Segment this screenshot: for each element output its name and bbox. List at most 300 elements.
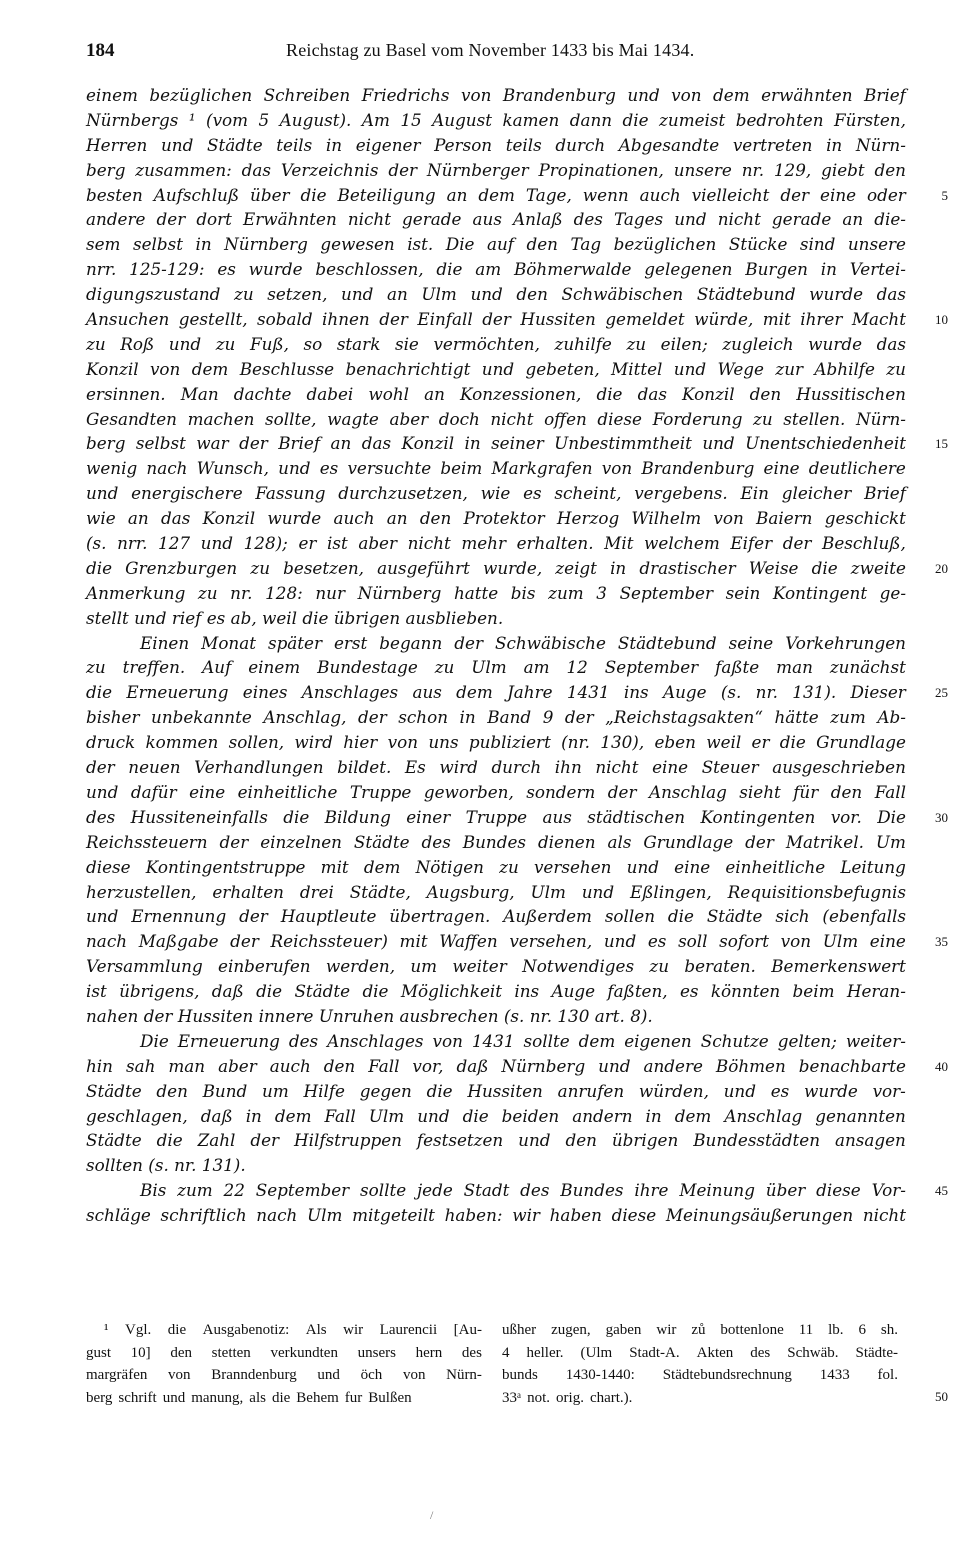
word: bunds <box>502 1367 538 1383</box>
text-line <box>86 657 906 682</box>
word: zugleich <box>722 333 794 354</box>
word: und <box>603 931 637 952</box>
word: der <box>86 757 115 778</box>
word: Böhmen <box>715 1055 786 1076</box>
word: zusammen: <box>135 159 232 180</box>
word: 9 <box>542 707 554 728</box>
word: die <box>426 1080 453 1101</box>
word: Bulßen <box>368 1389 412 1406</box>
word: einheitliche <box>237 781 338 802</box>
word: setzen, <box>267 284 328 305</box>
word: 128: <box>265 582 303 603</box>
word: zu <box>434 657 455 678</box>
word: und <box>168 333 202 354</box>
word: fur <box>344 1389 363 1406</box>
word: ist <box>326 533 348 554</box>
word: dachte <box>233 383 292 404</box>
word: schrift <box>118 1389 157 1406</box>
text-line <box>86 931 906 956</box>
word: 10] <box>130 1344 151 1361</box>
word: Kontingentstruppe <box>145 856 306 877</box>
word: Truppe <box>465 806 528 827</box>
word: digungszustand <box>86 284 221 305</box>
word: 131). <box>792 682 837 703</box>
word: zu <box>886 358 906 379</box>
word: des <box>461 1344 482 1361</box>
word: mit <box>320 856 349 877</box>
word: (Ulm <box>580 1344 613 1361</box>
word: öch <box>360 1367 383 1383</box>
word: die <box>283 806 310 827</box>
word: Städtebundsrechnung <box>662 1367 792 1383</box>
footnote-line <box>502 1322 898 1345</box>
word: andere <box>86 209 146 230</box>
word: Anschlag, <box>263 707 347 728</box>
word: zu <box>250 557 271 578</box>
word: in <box>610 557 627 578</box>
word: dem <box>478 184 515 205</box>
word: erhalten <box>212 881 284 902</box>
word: und <box>702 433 735 454</box>
word: durch <box>491 757 542 778</box>
word: Forderung <box>652 408 743 429</box>
word: Fassung <box>255 483 326 504</box>
word: hier <box>343 732 378 753</box>
word: wohl <box>368 383 410 404</box>
word: innere <box>258 1005 319 1026</box>
word: daß <box>211 981 244 1002</box>
word: (s. <box>503 1005 530 1026</box>
word: man <box>168 1055 206 1076</box>
word: bis <box>510 582 536 603</box>
word: schläge <box>86 1205 151 1226</box>
word: festsetzen <box>416 1130 504 1151</box>
word: August <box>432 109 492 130</box>
word: die <box>302 607 334 628</box>
word: Erwähnten <box>243 209 337 230</box>
word: besetzen, <box>283 557 365 578</box>
footnote-column-left <box>86 1322 482 1412</box>
word: Hussiten <box>467 1080 543 1101</box>
word: genannten <box>815 1105 906 1126</box>
text-line <box>86 409 906 434</box>
word: Vorkehrungen <box>785 632 906 653</box>
word: durchzusetzen, <box>338 483 468 504</box>
word: des <box>288 1030 319 1051</box>
word: gust <box>86 1344 112 1361</box>
word: anrufen <box>557 1080 625 1101</box>
word: 4 <box>502 1344 510 1361</box>
word: „Reichstagsakten“ <box>605 707 763 728</box>
word: von <box>149 358 181 379</box>
word: Hilfe <box>303 1080 345 1101</box>
word: zu <box>86 657 106 678</box>
word: Es <box>404 757 426 778</box>
word: Hilfstruppen <box>293 1130 402 1151</box>
word: nach <box>256 1205 298 1226</box>
word: mehr <box>461 533 507 554</box>
word: Man <box>180 383 219 404</box>
word: daß <box>200 1105 233 1126</box>
word: die <box>462 1105 489 1126</box>
word: sieht <box>739 781 781 802</box>
word: an <box>386 284 408 305</box>
word: übrigens, <box>119 981 200 1002</box>
word: Nürnberger <box>426 159 529 180</box>
word: Ulm <box>822 931 859 952</box>
word: nach <box>146 458 188 479</box>
word: und <box>518 1130 551 1151</box>
word: unbekannte <box>151 707 252 728</box>
word: nicht <box>490 408 534 429</box>
word: die <box>362 981 389 1002</box>
word: Markgrafen <box>491 458 593 479</box>
line-number: 30 <box>935 809 948 825</box>
word: vergebens. <box>634 483 728 504</box>
word: sh. <box>880 1322 898 1338</box>
word: und <box>581 881 615 902</box>
word: ab, <box>230 607 262 628</box>
word: Reichssteuern <box>86 831 208 852</box>
word: Protektor <box>463 508 545 529</box>
word: bedrohten <box>735 109 824 130</box>
word: die <box>271 1389 291 1406</box>
word: Schwäb. <box>787 1344 839 1361</box>
word: 33ᵃ <box>502 1389 522 1406</box>
word: dem <box>713 85 750 105</box>
word: Nürnberg <box>357 582 442 603</box>
word: ¹ <box>188 109 196 130</box>
text-line <box>86 185 906 210</box>
text-line <box>86 707 906 732</box>
word: nicht <box>862 1205 906 1226</box>
word: Reichssteuer) <box>270 931 388 952</box>
page-number: 184 <box>86 40 115 61</box>
word: zu <box>753 408 773 429</box>
word: einheitliche <box>725 856 826 877</box>
word: herzustellen, <box>86 881 197 902</box>
word: zu <box>649 956 670 977</box>
word: Städte <box>706 906 763 927</box>
text-line <box>86 433 906 458</box>
word: wird <box>439 757 478 778</box>
word: ist <box>86 981 107 1002</box>
word: Ansuchen <box>86 309 170 330</box>
word: benachbarte <box>798 1055 906 1076</box>
word: dem <box>674 1105 712 1126</box>
word: Herzog <box>556 508 620 529</box>
word: das <box>637 383 667 404</box>
word: und <box>162 1389 186 1406</box>
word: zu <box>499 856 519 877</box>
word: und <box>86 483 119 504</box>
word: Erneuerung <box>126 682 229 703</box>
word: beschlossen, <box>315 259 424 280</box>
word: ihrer <box>800 309 843 330</box>
word: daß <box>456 1055 489 1076</box>
word: und <box>626 856 659 877</box>
word: [Au- <box>453 1322 482 1338</box>
word: als <box>607 831 632 852</box>
word: Außerdem <box>503 906 592 927</box>
text-line <box>86 583 906 608</box>
word: könnten <box>710 981 781 1002</box>
word: werden, <box>325 956 396 977</box>
word: an <box>842 209 864 230</box>
word: Schwäbische <box>494 632 606 653</box>
word: zum <box>548 582 584 603</box>
word: orig. <box>556 1389 584 1406</box>
word: es <box>770 1080 790 1101</box>
word: der <box>454 632 483 653</box>
word: gleicher <box>781 483 852 504</box>
word: 6 <box>858 1322 866 1338</box>
text-line <box>86 807 906 832</box>
word: die <box>596 383 623 404</box>
word: den <box>565 1130 597 1151</box>
word: vor, <box>412 1055 444 1076</box>
word: Wege <box>717 358 764 379</box>
text-line <box>86 981 906 1006</box>
text-line <box>86 483 906 508</box>
word: drastischer <box>639 557 736 578</box>
word: welchem <box>644 533 720 554</box>
word: sem <box>86 234 121 255</box>
word: Akten <box>696 1344 734 1361</box>
word: Grenzburgen <box>125 557 238 578</box>
word: der <box>607 781 637 802</box>
word: würde, <box>694 309 754 330</box>
word: übrigen <box>611 1130 679 1151</box>
word: zum <box>177 1180 213 1201</box>
word: den <box>156 1080 188 1101</box>
word: September <box>255 1180 350 1201</box>
word: Eßlingen, <box>629 881 712 902</box>
word: Grundlage <box>643 831 734 852</box>
word: Herren <box>86 134 148 155</box>
word: Kontingent <box>772 582 868 603</box>
word: wenn <box>582 184 629 205</box>
text-line <box>86 906 906 931</box>
word: rief <box>171 607 207 628</box>
word: Truppe <box>349 781 412 802</box>
word: Steuer <box>701 757 759 778</box>
word: eigener <box>355 134 421 155</box>
word: margräfen <box>86 1367 148 1383</box>
word: Anschlag <box>648 781 727 802</box>
text-line <box>86 732 906 757</box>
word: der <box>388 159 418 180</box>
text-line <box>86 160 906 185</box>
word: fol. <box>877 1367 898 1383</box>
word: und <box>674 209 707 230</box>
word: Roß <box>120 333 155 354</box>
word: Die <box>445 234 475 255</box>
word: Grundlage <box>816 732 906 753</box>
word: dienen <box>537 831 596 852</box>
word: Konzil <box>682 383 735 404</box>
main-text <box>86 85 948 1230</box>
word: stark <box>336 333 381 354</box>
word: Wunsch, <box>196 458 269 479</box>
word: Ernennung <box>131 906 227 927</box>
word: die <box>86 557 113 578</box>
word: es <box>647 931 667 952</box>
word: der <box>230 931 259 952</box>
text-line <box>86 832 906 857</box>
word: mitgeteilt <box>352 1205 435 1226</box>
word: eine <box>652 757 689 778</box>
word: und <box>481 358 515 379</box>
word: Nürnberg <box>501 1055 586 1076</box>
word: faßten, <box>607 981 668 1002</box>
word: oder <box>867 184 906 205</box>
word: chart.). <box>589 1389 633 1406</box>
word: die <box>622 109 649 130</box>
word: zů <box>691 1322 706 1338</box>
word: Requisitionsbefugnis <box>727 881 906 902</box>
word: Macht <box>851 309 906 330</box>
text-line <box>86 682 906 707</box>
word: in <box>459 707 476 728</box>
word: den <box>830 781 863 802</box>
word: von <box>461 85 492 105</box>
line-number: 20 <box>935 560 948 576</box>
text-line <box>86 234 906 259</box>
word: Am <box>361 109 390 130</box>
word: nur <box>315 582 346 603</box>
word: in <box>820 259 837 280</box>
word: wird <box>294 732 333 753</box>
word: des <box>750 1344 771 1361</box>
word: dabei <box>306 383 354 404</box>
word: nicht <box>347 209 391 230</box>
word: versehen <box>533 856 612 877</box>
word: den <box>170 1344 192 1361</box>
word: und <box>470 284 503 305</box>
word: Matrikel. <box>785 831 864 852</box>
word: sollten <box>86 1155 149 1176</box>
word: diese <box>597 408 642 429</box>
text-line <box>86 1130 906 1155</box>
footnote-line <box>502 1390 898 1413</box>
word: von <box>601 458 633 479</box>
word: hätte <box>774 707 819 728</box>
word: haben: <box>444 1205 503 1226</box>
word: von <box>780 931 812 952</box>
word: Propinationen, <box>538 159 664 180</box>
word: Bildung <box>324 806 391 827</box>
word: Um <box>875 831 906 852</box>
word: sah <box>125 1055 156 1076</box>
word: Brief <box>864 483 906 504</box>
text-line <box>86 1056 906 1081</box>
line-number: 10 <box>935 312 948 328</box>
word: eben <box>654 732 696 753</box>
word: der <box>780 184 810 205</box>
word: eine <box>869 931 906 952</box>
word: von <box>168 1367 191 1383</box>
word: Monat <box>201 632 256 653</box>
word: teils <box>505 134 542 155</box>
word: der <box>143 1005 178 1026</box>
text-line <box>86 259 906 284</box>
word: nrr. <box>86 259 117 280</box>
word: energischere <box>131 483 243 504</box>
word: drei <box>299 881 334 902</box>
word: Verhandlungen <box>194 757 324 778</box>
word: Brandenburg <box>641 458 755 479</box>
word: Schutze <box>700 1030 769 1051</box>
word: beim <box>792 981 835 1002</box>
word: Leitung <box>840 856 906 877</box>
word: die <box>436 259 463 280</box>
word: in <box>325 134 343 155</box>
word: Die <box>877 806 906 827</box>
word: 22 <box>223 1180 245 1201</box>
word: September <box>604 657 699 678</box>
word: und <box>341 284 374 305</box>
word: Eifer <box>730 533 773 554</box>
word: Nürnberg <box>224 234 308 255</box>
word: ge- <box>879 582 906 603</box>
word: aber <box>218 1055 257 1076</box>
word: von <box>402 1367 426 1383</box>
text-line <box>86 1006 906 1031</box>
word: (s. <box>86 533 107 554</box>
word: es <box>319 458 339 479</box>
word: Nötigen <box>415 856 484 877</box>
word: Unruhen <box>318 1005 400 1026</box>
footnote-line <box>502 1367 898 1390</box>
word: um <box>410 956 438 977</box>
word: vielleicht <box>691 184 770 205</box>
word: Aufschluß <box>153 184 240 205</box>
text-line <box>86 209 906 234</box>
word: geworben, <box>423 781 514 802</box>
word: 131). <box>201 1155 246 1176</box>
word: einberufen <box>218 956 311 977</box>
word: andere <box>643 1055 703 1076</box>
word: der <box>358 707 387 728</box>
word: der <box>250 1130 280 1151</box>
word: wurde, <box>482 557 543 578</box>
word: des <box>573 209 603 230</box>
word: weil <box>262 607 303 628</box>
word: Beteiligung <box>337 184 436 205</box>
word: dann <box>569 109 613 130</box>
word: zur <box>775 358 804 379</box>
word: Abhilfe <box>814 358 875 379</box>
word: Schreiben <box>263 85 351 105</box>
footnote-line <box>502 1345 898 1368</box>
word: war <box>196 433 229 454</box>
word: zum <box>830 707 866 728</box>
footnote-line <box>86 1390 482 1413</box>
word: zugen, <box>551 1322 591 1338</box>
word: Wilhelm <box>631 508 702 529</box>
word: wurde <box>809 284 864 305</box>
word: sollte <box>523 1030 570 1051</box>
word: (ebenfalls <box>822 906 906 927</box>
text-line <box>86 309 906 334</box>
word: stellen. <box>783 408 846 429</box>
word: hern <box>415 1344 443 1361</box>
word: das <box>241 159 271 180</box>
word: (s. <box>720 682 742 703</box>
word: zumeist <box>659 109 726 130</box>
word: es <box>217 259 236 280</box>
